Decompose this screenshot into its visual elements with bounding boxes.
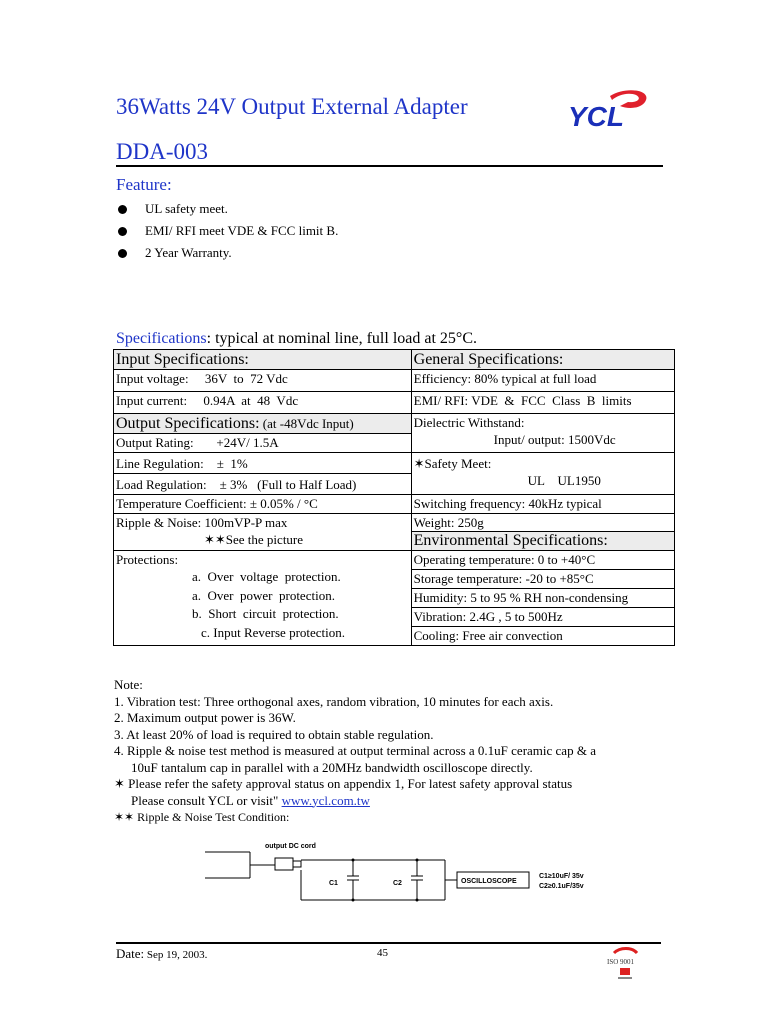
- c2-label: C2: [393, 880, 402, 887]
- operating-temperature: Operating temperature: 0 to +40°C: [412, 551, 674, 570]
- dielectric-value: Input/ output: 1500Vdc: [493, 432, 616, 447]
- line-regulation: Line Regulation: ± 1%: [114, 453, 411, 474]
- iso-text: ISO 9001: [607, 958, 635, 966]
- oscilloscope-label: OSCILLOSCOPE: [461, 878, 517, 885]
- dielectric-label: Dielectric Withstand:: [413, 415, 525, 430]
- output-spec-cell: [114, 414, 412, 453]
- specifications-intro: [116, 330, 477, 348]
- safety-label: ✶Safety Meet:: [413, 456, 492, 471]
- note-5-cont: Please consult YCL or visit" www.ycl.com.tw: [131, 792, 370, 808]
- ripple-test-schematic: [205, 838, 605, 904]
- footer-date: Date: Sep 19, 2003.: [116, 946, 208, 961]
- feature-item: UL safety meet.: [118, 198, 338, 220]
- note-4-cont: 10uF tantalum cap in parallel with a 20MHz bandwidth oscilloscope directly.: [131, 759, 533, 775]
- specifications-table: [113, 349, 675, 646]
- c1-value: C1≥10uF/ 35v: [539, 873, 584, 880]
- safety-value: UL UL1950: [527, 473, 601, 488]
- output-spec-header: Output Specifications: (at -48Vdc Input): [114, 414, 411, 434]
- weight-env-cell: [411, 514, 674, 551]
- protection-item: c. Input Reverse protection.: [201, 624, 346, 640]
- environmental-cell: [411, 551, 674, 646]
- temperature-coefficient: Temperature Coefficient: ± 0.05% / °C: [114, 495, 412, 514]
- emi-rfi: EMI/ RFI: VDE & FCC Class B limits: [411, 392, 674, 414]
- environmental-spec-header: Environmental Specifications:: [412, 532, 674, 550]
- footer-divider: [116, 942, 661, 944]
- weight: Weight: 250g: [412, 514, 674, 532]
- output-rating: Output Rating: +24V/ 1.5A: [116, 435, 279, 450]
- notes-title: Note:: [114, 677, 143, 692]
- protections-list: [116, 568, 409, 642]
- efficiency: Efficiency: 80% typical at full load: [411, 370, 674, 392]
- cooling: Cooling: Free air convection: [413, 628, 563, 643]
- protection-item: a. Over voltage protection.: [192, 569, 341, 584]
- humidity: Humidity: 5 to 95 % RH non-condensing: [412, 589, 674, 608]
- feature-item: 2 Year Warranty.: [118, 242, 338, 264]
- ripple-noise: Ripple & Noise: 100mVP-P max: [116, 515, 288, 530]
- feature-item: EMI/ RFI meet VDE & FCC limit B.: [118, 220, 338, 242]
- regulation-cell: [114, 453, 412, 495]
- feature-list: [118, 198, 338, 264]
- bullet-icon: [118, 205, 127, 214]
- ycl-website-link[interactable]: www.ycl.com.tw: [281, 792, 370, 808]
- vibration: Vibration: 2.4G , 5 to 500Hz: [412, 608, 674, 627]
- protections-cell: [114, 551, 412, 646]
- input-current: Input current: 0.94A at 48 Vdc: [114, 392, 412, 414]
- ripple-cell: [114, 514, 412, 551]
- ripple-see-picture: ✶✶See the picture: [204, 532, 304, 547]
- general-spec-header: General Specifications:: [411, 350, 674, 370]
- safety-cell: [411, 453, 674, 495]
- protection-item: b. Short circuit protection.: [192, 606, 339, 621]
- dielectric-cell: [411, 414, 674, 453]
- input-voltage: Input voltage: 36V to 72 Vdc: [114, 370, 412, 392]
- feature-heading: Feature:: [116, 175, 172, 194]
- model-number: DDA-003: [116, 139, 208, 164]
- ycl-logo: [568, 88, 650, 130]
- document-title: 36Watts 24V Output External Adapter: [116, 94, 468, 119]
- protection-item: a. Over power protection.: [192, 587, 335, 603]
- page-number: 45: [377, 947, 388, 959]
- specifications-label: Specifications: [116, 330, 207, 347]
- note-4: 4. Ripple & noise test method is measured at output terminal across a 0.1uF ceramic cap & a: [114, 743, 596, 758]
- c2-value: C2≥0.1uF/35v: [539, 883, 584, 890]
- logo-text: YCL: [568, 101, 624, 130]
- switching-frequency: Switching frequency: 40kHz typical: [411, 495, 674, 514]
- header-divider: [116, 165, 663, 167]
- iso-9001-badge: [604, 947, 646, 983]
- notes-section: [114, 677, 694, 826]
- note-3: 3. At least 20% of load is required to obtain stable regulation.: [114, 726, 434, 742]
- protections-label: Protections:: [116, 552, 179, 567]
- load-regulation: Load Regulation: ± 3% (Full to Half Load): [116, 477, 357, 492]
- c1-label: C1: [329, 880, 338, 887]
- note-2: 2. Maximum output power is 36W.: [114, 710, 296, 725]
- note-5: ✶ Please refer the safety approval status on appendix 1, For latest safety approval status: [114, 776, 573, 791]
- input-spec-header: Input Specifications:: [114, 350, 412, 370]
- bullet-icon: [118, 249, 127, 258]
- bullet-icon: [118, 227, 127, 236]
- storage-temperature: Storage temperature: -20 to +85°C: [412, 570, 674, 589]
- note-1: 1. Vibration test: Three orthogonal axes, random vibration, 10 minutes for each axis.: [114, 693, 554, 709]
- note-6: ✶✶ Ripple & Noise Test Condition:: [114, 810, 290, 824]
- cord-label: output DC cord: [265, 843, 316, 850]
- specifications-conditions: : typical at nominal line, full load at 25°C.: [206, 330, 477, 347]
